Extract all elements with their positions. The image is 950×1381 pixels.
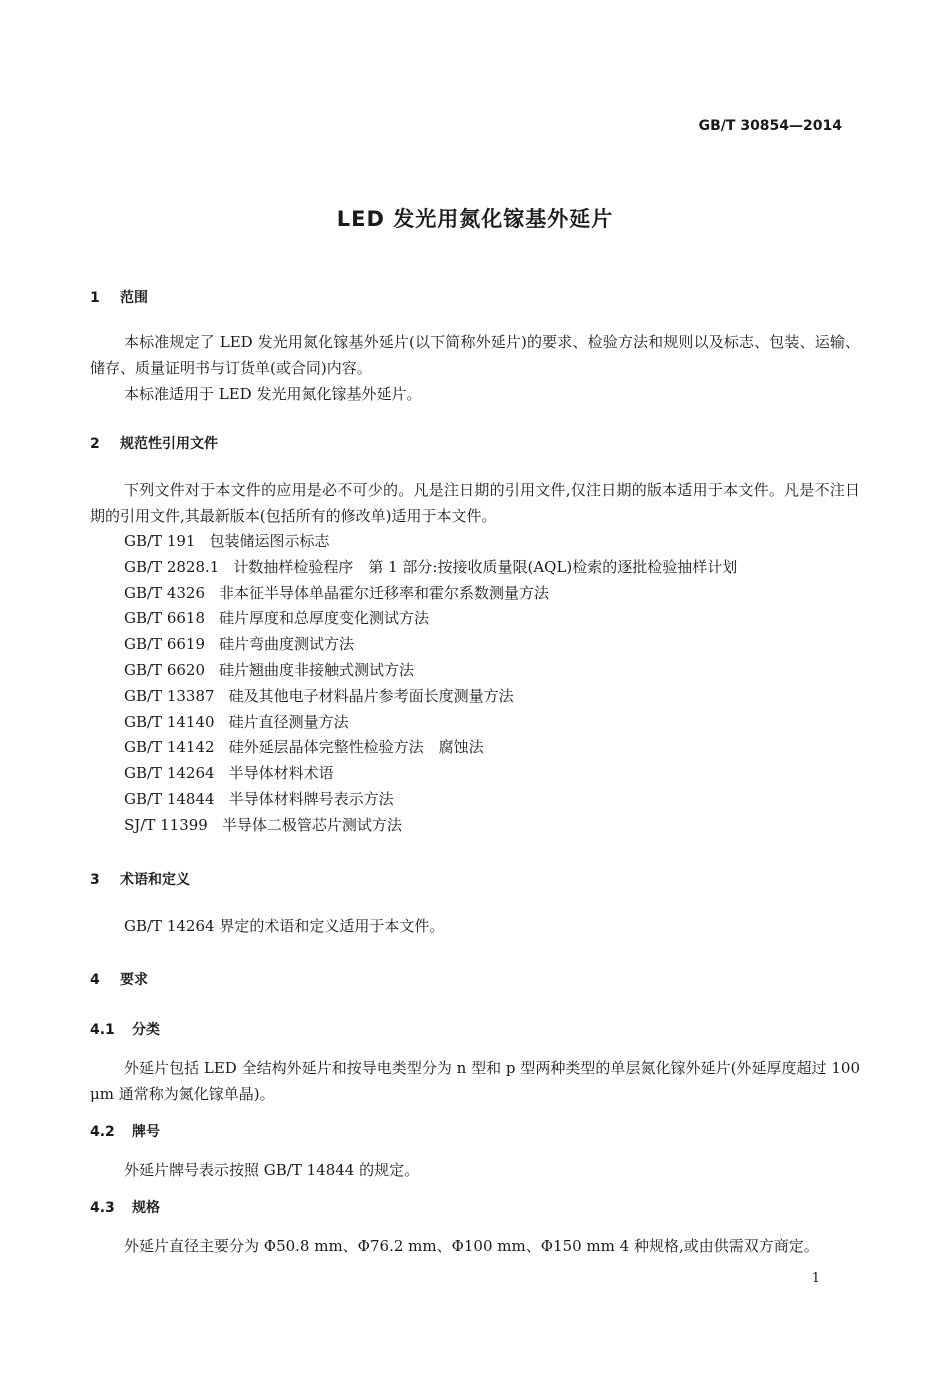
reference-code: GB/T 6619 [124, 635, 206, 654]
section-2-heading [90, 433, 860, 453]
reference-title: 计数抽样检验程序 第 1 部分:按接收质量限(AQL)检索的逐批检验抽样计划 [233, 557, 738, 576]
document-body [90, 287, 860, 1259]
reference-title: 包装储运图示标志 [209, 532, 330, 550]
reference-code: GB/T 14264 [124, 764, 215, 783]
subsection-number: 4.1 [90, 1021, 115, 1038]
reference-item [90, 529, 860, 555]
reference-code: GB/T 6620 [124, 660, 206, 679]
reference-item [90, 710, 860, 736]
section-number: 3 [90, 871, 100, 888]
section-title: 范围 [120, 290, 148, 306]
section-3-heading [90, 869, 860, 889]
reference-item [90, 735, 860, 761]
reference-item [90, 606, 860, 632]
reference-title: 硅片直径测量方法 [228, 712, 349, 731]
subsection-4-1-heading [90, 1019, 860, 1039]
subsection-number: 4.3 [90, 1199, 115, 1216]
section-number: 4 [90, 971, 100, 988]
paragraph: GB/T 14264 界定的术语和定义适用于本文件。 [124, 916, 445, 935]
section-4-heading [90, 969, 860, 989]
subsection-title: 规格 [132, 1199, 160, 1216]
section-1-heading [90, 287, 860, 307]
reference-code: GB/T 13387 [124, 686, 215, 705]
reference-code: GB/T 14844 [124, 789, 215, 808]
reference-item [90, 684, 860, 710]
section-title: 要求 [120, 971, 148, 988]
reference-item [90, 658, 860, 684]
reference-title: 硅外延层晶体完整性检验方法 腐蚀法 [228, 738, 484, 757]
reference-item [90, 761, 860, 787]
subsection-title: 分类 [132, 1021, 160, 1038]
reference-item [90, 581, 860, 607]
reference-code: GB/T 4326 [124, 583, 206, 602]
reference-item [90, 813, 860, 839]
section-number: 1 [90, 290, 100, 306]
subsection-title: 牌号 [132, 1123, 160, 1140]
reference-item [90, 632, 860, 658]
reference-code: GB/T 6618 [124, 609, 206, 628]
reference-list [90, 529, 860, 839]
reference-title: 半导体二极管芯片测试方法 [221, 815, 402, 834]
reference-item [90, 787, 860, 813]
paragraph: 本标准适用于 LED 发光用氮化镓基外延片。 [124, 385, 422, 403]
paragraph: 下列文件对于本文件的应用是必不可少的。凡是注日期的引用文件,仅注日期的版本适用于本文件。凡是不注日期的引用文件,其最新版本(包括所有的修改单)适用于本文件。 [90, 481, 860, 525]
paragraph: 外延片直径主要分为 Φ50.8 mm、Φ76.2 mm、Φ100 mm、Φ150 mm 4 种规格,或由供需双方商定。 [124, 1236, 819, 1255]
reference-title: 非本征半导体单晶霍尔迁移率和霍尔系数测量方法 [219, 583, 550, 602]
subsection-number: 4.2 [90, 1123, 115, 1140]
subsection-4-3-heading [90, 1197, 860, 1217]
paragraph: 外延片包括 LED 全结构外延片和按导电类型分为 n 型和 p 型两种类型的单层氮化镓外延片(外延厚度超过 100 μm 通常称为氮化镓单晶)。 [90, 1058, 860, 1103]
reference-item [90, 555, 860, 581]
reference-code: GB/T 191 [124, 532, 196, 550]
reference-code: SJ/T 11399 [124, 815, 208, 834]
subsection-4-2-heading [90, 1121, 860, 1141]
reference-code: GB/T 14142 [124, 738, 215, 757]
reference-code: GB/T 14140 [124, 712, 215, 731]
section-number: 2 [90, 436, 100, 452]
section-title: 术语和定义 [120, 871, 190, 888]
reference-title: 半导体材料术语 [228, 764, 334, 783]
reference-title: 硅及其他电子材料晶片参考面长度测量方法 [228, 686, 514, 705]
section-title: 规范性引用文件 [120, 436, 218, 452]
document-title: LED 发光用氮化镓基外延片 [336, 207, 614, 231]
paragraph: 外延片牌号表示按照 GB/T 14844 的规定。 [124, 1160, 420, 1179]
reference-title: 硅片弯曲度测试方法 [219, 635, 355, 654]
paragraph: 本标准规定了 LED 发光用氮化镓基外延片(以下简称外延片)的要求、检验方法和规则以及标志、包装、运输、储存、质量证明书与订货单(或合同)内容。 [90, 333, 860, 377]
reference-code: GB/T 2828.1 [124, 557, 220, 576]
reference-title: 硅片厚度和总厚度变化测试方法 [219, 609, 430, 628]
page-number: 1 [811, 1271, 820, 1286]
reference-title: 硅片翘曲度非接触式测试方法 [219, 660, 415, 679]
reference-title: 半导体材料牌号表示方法 [228, 789, 394, 808]
standard-code: GB/T 30854—2014 [698, 118, 842, 134]
